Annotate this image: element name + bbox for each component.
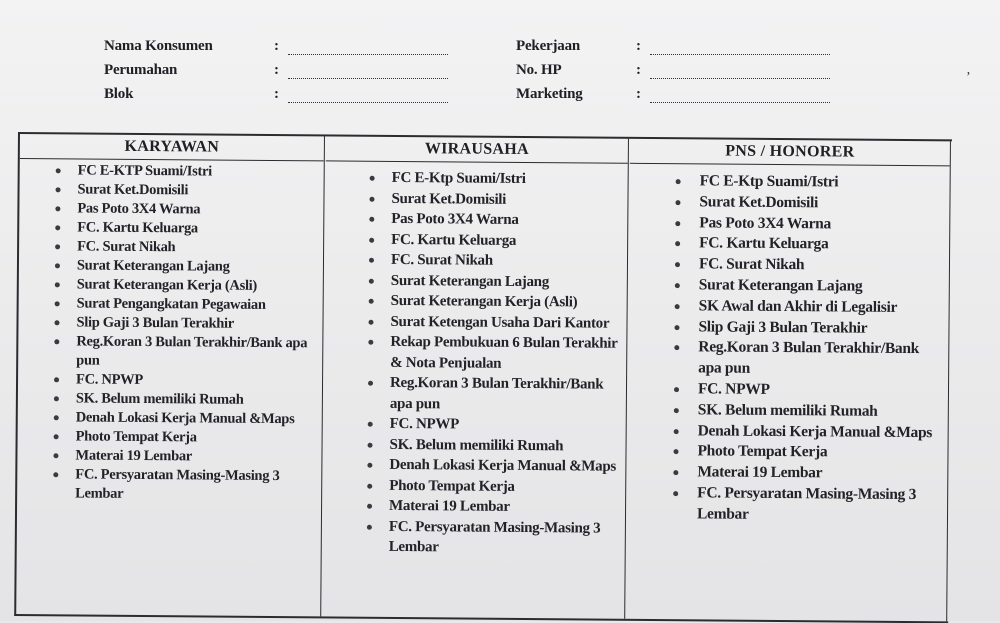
bullet-icon — [675, 242, 680, 247]
list-item-text: FC. NPWP — [389, 415, 460, 433]
list-item-text: Surat Keterangan Lajang — [390, 272, 550, 290]
list-item — [324, 372, 622, 415]
bullet-icon — [673, 470, 678, 475]
field-row — [104, 38, 448, 55]
list-item — [628, 400, 944, 423]
list-item — [628, 420, 944, 443]
list-item-text: FC. Persyaratan Masing-Masing 3 Lembar — [696, 484, 917, 523]
field-row — [516, 86, 830, 103]
bullet-icon — [368, 340, 373, 345]
bullet-icon — [367, 483, 372, 488]
bullet-icon — [675, 283, 680, 288]
list-item — [628, 379, 944, 402]
list-item — [18, 332, 318, 372]
bullet-icon — [369, 237, 374, 242]
bullet-icon — [54, 339, 59, 344]
column-header: KARYAWAN — [20, 134, 324, 161]
bullet-icon — [369, 196, 374, 201]
list-item — [19, 294, 319, 315]
list-item-text: FC. Persyaratan Masing-Masing 3 Lembar — [388, 518, 601, 556]
list-item-text: Surat Keterangan Kerja (Asli) — [390, 292, 578, 311]
field-row — [516, 62, 830, 79]
bullet-icon — [674, 429, 679, 434]
list-item-text: Reg.Koran 3 Bulan Terakhir/Bank apa pun — [389, 374, 604, 412]
list-item — [629, 212, 945, 235]
blank-line[interactable] — [650, 66, 830, 79]
bullet-icon — [54, 434, 59, 439]
list-item — [629, 296, 945, 319]
bullet-icon — [367, 504, 372, 509]
bullet-icon — [54, 396, 59, 401]
field-label: Nama Konsumen — [104, 38, 213, 54]
blank-line[interactable] — [288, 42, 448, 55]
list-item — [325, 188, 623, 211]
bullet-icon — [369, 217, 374, 222]
list-item — [17, 465, 317, 505]
bullet-icon — [675, 304, 680, 309]
column-wirausaha — [322, 136, 629, 618]
column-karyawan — [16, 134, 325, 616]
list-item — [325, 270, 623, 293]
list-item — [324, 413, 622, 436]
list-item-text: SK Awal dan Akhir di Legalisir — [698, 297, 898, 316]
bullet-icon — [55, 206, 60, 211]
list-item — [323, 475, 621, 498]
field-row — [104, 62, 448, 79]
list-item — [18, 427, 318, 448]
list-item — [326, 167, 624, 190]
list-item-text: SK. Belum memiliki Rumah — [697, 401, 878, 420]
field-row — [516, 38, 830, 55]
list-item-text: Materai 19 Lembar — [389, 497, 510, 515]
customer-form-header — [0, 34, 1000, 124]
list-item — [18, 408, 318, 429]
blank-line[interactable] — [288, 66, 448, 79]
list-item-text: SK. Belum memiliki Rumah — [389, 436, 564, 454]
list-item-text: Photo Tempat Kerja — [697, 442, 828, 461]
bullet-icon — [675, 200, 680, 205]
list-item — [18, 389, 318, 410]
field-label: Blok — [104, 86, 134, 102]
list-item-text: Slip Gaji 3 Bulan Terakhir — [698, 317, 868, 337]
list-item-text: Reg.Koran 3 Bulan Terakhir/Bank apa pun — [698, 338, 920, 377]
list-item-text: Denah Lokasi Kerja Manual &Maps — [389, 456, 617, 475]
list-item-text: Photo Tempat Kerja — [75, 428, 197, 446]
blank-line[interactable] — [650, 90, 830, 103]
bullet-icon — [368, 442, 373, 447]
bullet-icon — [673, 491, 678, 496]
stray-mark: ʼ — [966, 70, 971, 85]
list-item — [325, 208, 623, 231]
list-item — [325, 290, 623, 313]
list-item — [325, 249, 623, 272]
list-item-text: FC E-KTP Suami/Istri — [77, 162, 212, 180]
bullet-icon — [55, 282, 60, 287]
list-item — [19, 256, 319, 277]
bullet-icon — [674, 346, 679, 351]
list-item-text: FC. Persyaratan Masing-Masing 3 Lembar — [75, 466, 280, 502]
list-item — [323, 495, 621, 518]
bullet-icon — [56, 187, 61, 192]
bullet-icon — [53, 472, 58, 477]
list-item-text: Surat Keterangan Kerja (Asli) — [76, 276, 258, 294]
list-item-text: Reg.Koran 3 Bulan Terakhir/Bank apa pun — [76, 333, 308, 369]
list-item-text: FC. Kartu Keluarga — [391, 231, 517, 249]
list-item-text: FC. NPWP — [697, 380, 770, 398]
list-item-text: Surat Ketengan Usaha Dari Kantor — [390, 313, 610, 332]
list-item — [324, 331, 622, 374]
bullet-icon — [54, 415, 59, 420]
list-item — [324, 311, 622, 334]
list-item — [630, 171, 946, 194]
list-item-text: Surat Ket.Domisili — [391, 190, 507, 208]
bullet-icon — [54, 377, 59, 382]
field-label: Marketing — [516, 86, 583, 102]
column-header: PNS / HONORER — [630, 139, 950, 167]
list-item — [628, 337, 944, 381]
bullet-icon — [53, 453, 58, 458]
bullet-icon — [369, 258, 374, 263]
field-colon: : — [636, 38, 641, 54]
blank-line[interactable] — [650, 42, 830, 55]
blank-line[interactable] — [288, 90, 448, 103]
list-item-text: Surat Ket.Domisili — [699, 193, 819, 212]
list-item — [19, 218, 319, 239]
bullet-icon — [55, 263, 60, 268]
bullet-icon — [55, 244, 60, 249]
field-colon: : — [636, 86, 641, 102]
field-colon: : — [274, 62, 279, 78]
bullet-icon — [675, 262, 680, 267]
list-item — [629, 233, 945, 256]
bullet-icon — [673, 450, 678, 455]
list-item — [19, 180, 319, 201]
list-item-text: SK. Belum memiliki Rumah — [75, 390, 244, 408]
column-pns-honorer — [626, 139, 951, 622]
list-item-text: FC. Surat Nikah — [77, 238, 176, 256]
list-item-text: Denah Lokasi Kerja Manual &Maps — [697, 421, 933, 441]
list-item — [627, 483, 943, 527]
field-colon: : — [274, 86, 279, 102]
list-item — [20, 161, 320, 182]
list-item — [629, 254, 945, 277]
bullet-icon — [674, 325, 679, 330]
requirements-list — [323, 161, 628, 559]
list-item-text: FC. NPWP — [75, 371, 143, 388]
list-item — [18, 370, 318, 391]
field-row — [104, 86, 448, 103]
requirements-table — [14, 132, 952, 623]
list-item-text: FC. Kartu Keluarga — [77, 219, 198, 237]
list-item — [629, 192, 945, 215]
bullet-icon — [370, 176, 375, 181]
bullet-icon — [674, 408, 679, 413]
list-item — [18, 313, 318, 334]
list-item — [628, 316, 944, 339]
list-item-text: Materai 19 Lembar — [697, 463, 823, 482]
list-item-text: Surat Keterangan Lajang — [76, 257, 230, 275]
bullet-icon — [54, 320, 59, 325]
field-label: No. HP — [516, 62, 562, 78]
list-item-text: Pas Poto 3X4 Warna — [77, 200, 201, 218]
bullet-icon — [56, 168, 61, 173]
list-item-text: FC. Surat Nikah — [698, 255, 805, 274]
list-item — [323, 454, 621, 477]
bullet-icon — [369, 319, 374, 324]
bullet-icon — [368, 422, 373, 427]
list-item-text: Materai 19 Lembar — [75, 447, 193, 465]
list-item-text: Rekap Pembukuan 6 Bulan Terakhir & Nota Penjualan — [390, 333, 618, 372]
field-label: Pekerjaan — [516, 38, 581, 54]
bullet-icon — [369, 278, 374, 283]
list-item — [325, 229, 623, 252]
list-item-text: Denah Lokasi Kerja Manual &Maps — [75, 409, 295, 428]
list-item — [323, 434, 621, 457]
list-item — [627, 462, 943, 485]
list-item-text: FC. Kartu Keluarga — [699, 234, 829, 253]
list-item-text: Photo Tempat Kerja — [389, 477, 515, 495]
bullet-icon — [676, 179, 681, 184]
bullet-icon — [367, 463, 372, 468]
column-header: WIRAUSAHA — [326, 136, 628, 163]
list-item-text: Surat Ket.Domisili — [77, 181, 189, 199]
list-item-text: FC E-Ktp Suami/Istri — [699, 172, 839, 191]
bullet-icon — [675, 221, 680, 226]
list-item-text: Slip Gaji 3 Bulan Terakhir — [76, 314, 234, 332]
bullet-icon — [367, 524, 372, 529]
list-item — [19, 199, 319, 220]
list-item — [627, 441, 943, 464]
list-item-text: FC. Surat Nikah — [390, 251, 493, 269]
list-item-text: Pas Poto 3X4 Warna — [699, 213, 832, 232]
list-item — [629, 275, 945, 298]
bullet-icon — [369, 299, 374, 304]
field-colon: : — [636, 62, 641, 78]
requirements-list — [627, 164, 950, 527]
list-item — [323, 516, 621, 559]
list-item-text: Pas Poto 3X4 Warna — [391, 210, 519, 228]
list-item — [17, 446, 317, 467]
field-colon: : — [274, 38, 279, 54]
requirements-list — [17, 159, 324, 505]
bullet-icon — [55, 225, 60, 230]
list-item — [19, 275, 319, 296]
bullet-icon — [55, 301, 60, 306]
field-label: Perumahan — [104, 62, 178, 78]
list-item — [19, 237, 319, 258]
list-item-text: Surat Pengangkatan Pegawaian — [76, 295, 266, 313]
bullet-icon — [368, 381, 373, 386]
list-item-text: Surat Keterangan Lajang — [698, 276, 863, 295]
bullet-icon — [674, 387, 679, 392]
list-item-text: FC E-Ktp Suami/Istri — [391, 169, 526, 187]
